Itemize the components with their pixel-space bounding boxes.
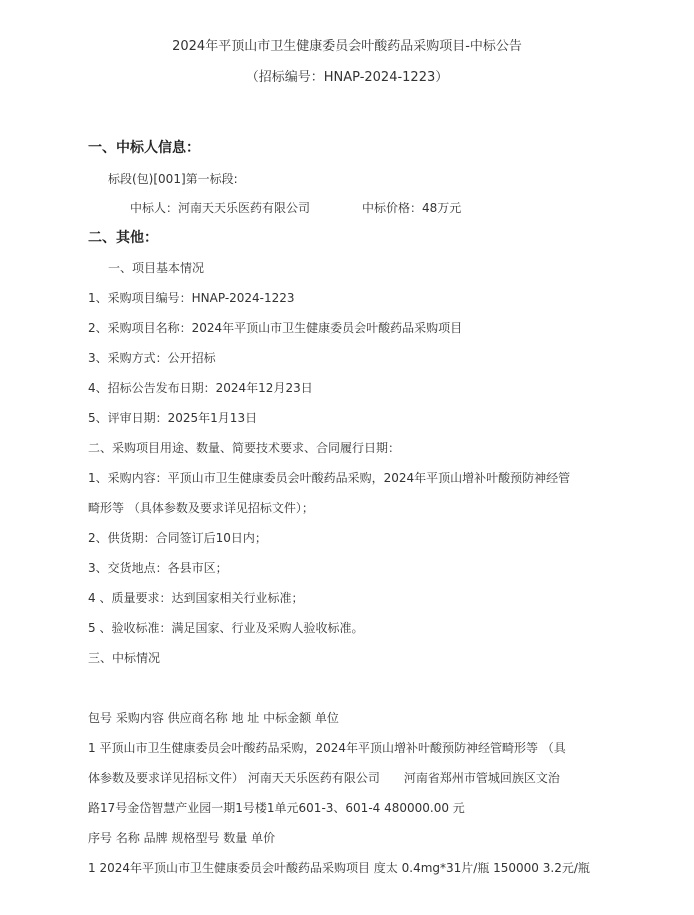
award-row-address: 河南省郑州市管城回族区文治 xyxy=(403,771,560,785)
item-table-row: 1 2024年平顶山市卫生健康委员会叶酸药品采购项目 度太 0.4mg*31片/瓶 150000 3.2元/瓶 xyxy=(88,861,590,875)
usage-item: 3、交货地点：各县市区； xyxy=(88,561,228,575)
basic-info-heading: 一、项目基本情况 xyxy=(108,261,205,275)
award-table-row-cont xyxy=(88,770,560,786)
winner-line xyxy=(130,200,461,216)
basic-item: 4、招标公告发布日期：2024年12月23日 xyxy=(88,381,313,395)
bid-number: （招标编号：HNAP-2024-1223） xyxy=(245,70,449,85)
basic-item: 5、评审日期：2025年1月13日 xyxy=(88,411,258,425)
basic-item: 1、采购项目编号：HNAP-2024-1223 xyxy=(88,291,295,305)
usage-heading: 二、采购项目用途、数量、简要技术要求、合同履行日期： xyxy=(88,441,401,455)
usage-item: 5 、验收标准：满足国家、行业及采购人验收标准。 xyxy=(88,621,364,635)
award-heading: 三、中标情况 xyxy=(88,651,161,665)
section-winner-heading: 一、中标人信息： xyxy=(88,140,200,156)
usage-item: 2、供货期：合同签订后10日内； xyxy=(88,531,267,545)
usage-item-cont: 畸形等 （具体参数及要求详见招标文件）； xyxy=(88,501,314,515)
basic-item: 3、采购方式：公开招标 xyxy=(88,351,216,365)
section-other-heading: 二、其他： xyxy=(88,230,158,246)
award-table-row-cont: 路17号金岱智慧产业园一期1号楼1单元601-3、601-4 480000.00 元 xyxy=(88,801,465,815)
usage-item: 4 、质量要求：达到国家相关行业标准； xyxy=(88,591,304,605)
award-row-text: 体参数及要求详见招标文件） 河南天天乐医药有限公司 xyxy=(88,771,380,785)
basic-item: 2、采购项目名称：2024年平顶山市卫生健康委员会叶酸药品采购项目 xyxy=(88,321,463,335)
page-title: 2024年平顶山市卫生健康委员会叶酸药品采购项目-中标公告 xyxy=(172,39,522,54)
item-table-header: 序号 名称 品牌 规格型号 数量 单价 xyxy=(88,831,276,845)
winner-price: 中标价格：48万元 xyxy=(362,201,462,215)
winner-name: 中标人：河南天天乐医药有限公司 xyxy=(130,201,311,215)
lot-label: 标段(包)[001]第一标段: xyxy=(108,172,238,186)
award-table-header: 包号 采购内容 供应商名称 地 址 中标金额 单位 xyxy=(88,711,339,725)
award-table-row: 1 平顶山市卫生健康委员会叶酸药品采购，2024年平顶山增补叶酸预防神经管畸形等 （具 xyxy=(88,741,566,755)
usage-item: 1、采购内容：平顶山市卫生健康委员会叶酸药品采购，2024年平顶山增补叶酸预防神经管 xyxy=(88,471,571,485)
